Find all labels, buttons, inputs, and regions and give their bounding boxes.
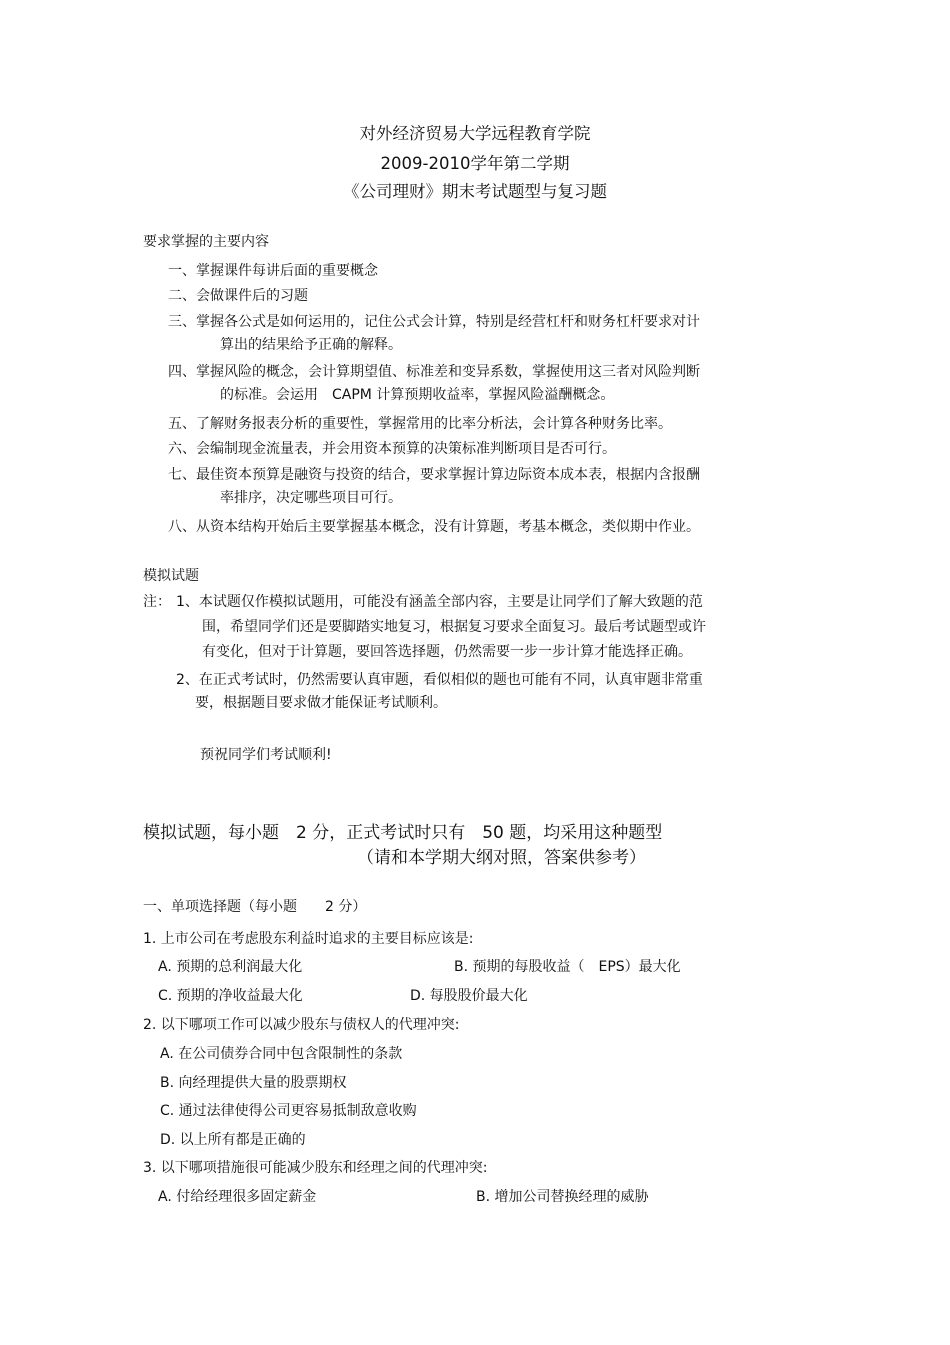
requirement-item-cont: 率排序，决定哪些项目可行。	[220, 490, 402, 506]
requirement-item: 六、会编制现金流量表，并会用资本预算的决策标准判断项目是否可行。	[168, 441, 616, 457]
question-option: C. 预期的净收益最大化	[158, 988, 303, 1004]
requirement-item: 三、掌握各公式是如何运用的，记住公式会计算，特别是经营杠杆和财务杠杆要求对计	[168, 314, 700, 330]
requirement-item-cont: 算出的结果给予正确的解释。	[220, 337, 402, 353]
exam-title: 《公司理财》期末考试题型与复习题	[343, 182, 607, 201]
note-1-line: 围，希望同学们还是要脚踏实地复习，根据复习要求全面复习。最后考试题型或许	[202, 619, 706, 635]
note-label: 注：	[143, 594, 171, 610]
question-option: C. 通过法律使得公司更容易抵制敌意收购	[160, 1103, 417, 1119]
section2-subtitle: （请和本学期大纲对照，答案供参考）	[357, 848, 646, 868]
question-option: B. 预期的每股收益（ EPS）最大化	[454, 959, 681, 975]
question-option: D. 以上所有都是正确的	[160, 1132, 306, 1148]
requirement-item: 二、会做课件后的习题	[168, 288, 308, 304]
requirement-item: 八、从资本结构开始后主要掌握基本概念，没有计算题，考基本概念，类似期中作业。	[168, 519, 700, 535]
semester-title: 2009-2010学年第二学期	[380, 154, 570, 173]
question-option: A. 付给经理很多固定薪金	[158, 1189, 317, 1205]
requirement-item: 一、掌握课件每讲后面的重要概念	[168, 263, 378, 279]
note-2-line: 要，根据题目要求做才能保证考试顺利。	[195, 695, 447, 711]
question-option: A. 预期的总利润最大化	[158, 959, 303, 975]
requirements-heading: 要求掌握的主要内容	[143, 234, 269, 250]
requirement-item: 五、了解财务报表分析的重要性，掌握常用的比率分析法，会计算各种财务比率。	[168, 416, 672, 432]
note-1-line: 有变化，但对于计算题，要回答选择题，仍然需要一步一步计算才能选择正确。	[202, 644, 692, 660]
question-stem: 1. 上市公司在考虑股东利益时追求的主要目标应该是:	[143, 931, 474, 947]
question-option: A. 在公司债券合同中包含限制性的条款	[160, 1046, 403, 1062]
section2-title: 模拟试题，每小题 2 分，正式考试时只有 50 题，均采用这种题型	[143, 823, 663, 843]
question-stem: 2. 以下哪项工作可以减少股东与债权人的代理冲突:	[143, 1017, 460, 1033]
wish-text: 预祝同学们考试顺利!	[200, 747, 332, 763]
requirement-item: 四、掌握风险的概念，会计算期望值、标准差和变异系数，掌握使用这三者对风险判断	[168, 364, 700, 380]
requirement-item: 七、最佳资本预算是融资与投资的结合，要求掌握计算边际资本成本表，根据内含报酬	[168, 467, 700, 483]
mock-heading: 模拟试题	[143, 568, 199, 584]
question-option: D. 每股股价最大化	[410, 988, 528, 1004]
note-2-line: 2、在正式考试时，仍然需要认真审题，看似相似的题也可能有不同，认真审题非常重	[176, 672, 703, 688]
note-1-line: 1、本试题仅作模拟试题用，可能没有涵盖全部内容，主要是让同学们了解大致题的范	[176, 594, 703, 610]
question-option: B. 向经理提供大量的股票期权	[160, 1075, 347, 1091]
requirement-item-cont: 的标准。会运用 CAPM 计算预期收益率，掌握风险溢酬概念。	[220, 387, 615, 403]
question-stem: 3. 以下哪项措施很可能减少股东和经理之间的代理冲突:	[143, 1160, 488, 1176]
question-option: B. 增加公司替换经理的威胁	[476, 1189, 649, 1205]
part-heading: 一、单项选择题（每小题 2 分）	[143, 899, 367, 915]
school-title: 对外经济贸易大学远程教育学院	[359, 124, 591, 143]
